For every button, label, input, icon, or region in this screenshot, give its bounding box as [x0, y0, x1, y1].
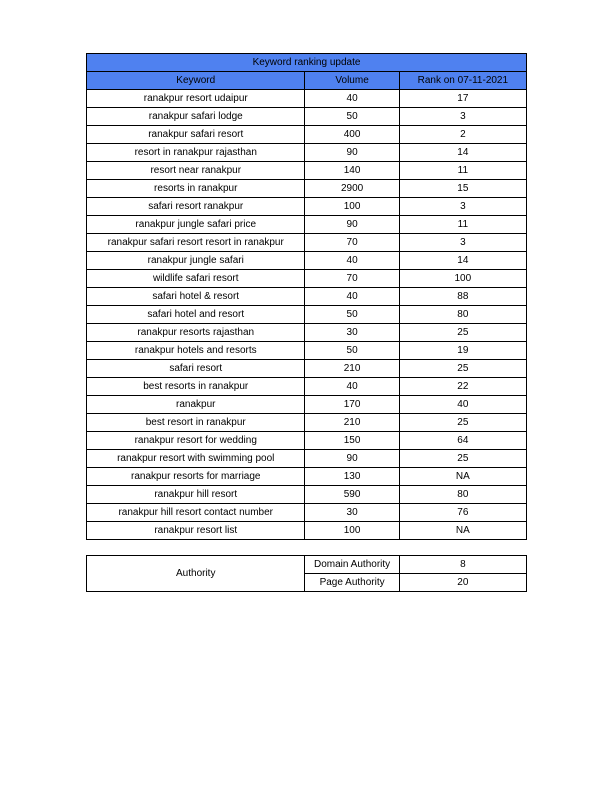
- rank-cell: 25: [399, 360, 526, 378]
- table-row: [87, 432, 527, 450]
- keyword-cell: safari hotel & resort: [87, 288, 305, 306]
- table-row: [87, 342, 527, 360]
- rank-cell: 100: [399, 270, 526, 288]
- volume-cell: 100: [305, 198, 399, 216]
- keyword-cell: ranakpur jungle safari price: [87, 216, 305, 234]
- table-row: [87, 270, 527, 288]
- volume-cell: 50: [305, 108, 399, 126]
- table-row: [87, 216, 527, 234]
- rank-cell: 88: [399, 288, 526, 306]
- table-row: [87, 468, 527, 486]
- rank-cell: 80: [399, 486, 526, 504]
- volume-cell: 140: [305, 162, 399, 180]
- domain-authority-value: 8: [399, 556, 526, 574]
- rank-cell: 80: [399, 306, 526, 324]
- table-row: [87, 198, 527, 216]
- table-row: [87, 504, 527, 522]
- table-row: [87, 288, 527, 306]
- rank-cell: 14: [399, 252, 526, 270]
- rank-cell: NA: [399, 522, 526, 540]
- table-row: [87, 450, 527, 468]
- volume-cell: 50: [305, 306, 399, 324]
- table-row: [87, 324, 527, 342]
- table-row: [87, 360, 527, 378]
- volume-cell: 50: [305, 342, 399, 360]
- page-authority-value: 20: [399, 574, 526, 592]
- keyword-cell: ranakpur resort for wedding: [87, 432, 305, 450]
- volume-cell: 70: [305, 234, 399, 252]
- volume-cell: 400: [305, 126, 399, 144]
- table-title: Keyword ranking update: [87, 54, 527, 72]
- column-header-volume: Volume: [305, 72, 399, 90]
- keyword-cell: safari resort ranakpur: [87, 198, 305, 216]
- keyword-ranking-table: [86, 53, 527, 540]
- keyword-cell: ranakpur resort with swimming pool: [87, 450, 305, 468]
- column-header-keyword: Keyword: [87, 72, 305, 90]
- rank-cell: NA: [399, 468, 526, 486]
- table-row: [87, 486, 527, 504]
- keyword-cell: resort in ranakpur rajasthan: [87, 144, 305, 162]
- rank-cell: 11: [399, 162, 526, 180]
- volume-cell: 2900: [305, 180, 399, 198]
- rank-cell: 11: [399, 216, 526, 234]
- volume-cell: 90: [305, 216, 399, 234]
- table-row: [87, 144, 527, 162]
- rank-cell: 2: [399, 126, 526, 144]
- rank-cell: 17: [399, 90, 526, 108]
- keyword-cell: ranakpur: [87, 396, 305, 414]
- table-row: [87, 522, 527, 540]
- rank-cell: 25: [399, 324, 526, 342]
- keyword-cell: safari hotel and resort: [87, 306, 305, 324]
- keyword-cell: best resort in ranakpur: [87, 414, 305, 432]
- column-header-rank: Rank on 07-11-2021: [399, 72, 526, 90]
- volume-cell: 170: [305, 396, 399, 414]
- rank-cell: 25: [399, 414, 526, 432]
- table-row: [87, 396, 527, 414]
- keyword-cell: ranakpur jungle safari: [87, 252, 305, 270]
- rank-cell: 64: [399, 432, 526, 450]
- table-title-row: [87, 54, 527, 72]
- rank-cell: 15: [399, 180, 526, 198]
- volume-cell: 130: [305, 468, 399, 486]
- table-row: [87, 126, 527, 144]
- volume-cell: 210: [305, 360, 399, 378]
- keyword-cell: ranakpur hill resort: [87, 486, 305, 504]
- page-authority-label: Page Authority: [305, 574, 399, 592]
- rank-cell: 22: [399, 378, 526, 396]
- rank-cell: 3: [399, 108, 526, 126]
- keyword-cell: ranakpur safari resort resort in ranakpur: [87, 234, 305, 252]
- volume-cell: 40: [305, 90, 399, 108]
- volume-cell: 150: [305, 432, 399, 450]
- keyword-cell: resort near ranakpur: [87, 162, 305, 180]
- table-row: [87, 252, 527, 270]
- volume-cell: 100: [305, 522, 399, 540]
- keyword-cell: resorts in ranakpur: [87, 180, 305, 198]
- table-row: [87, 108, 527, 126]
- volume-cell: 40: [305, 378, 399, 396]
- table-row: [87, 180, 527, 198]
- keyword-cell: ranakpur resort udaipur: [87, 90, 305, 108]
- rank-cell: 40: [399, 396, 526, 414]
- volume-cell: 90: [305, 144, 399, 162]
- table-row: [87, 378, 527, 396]
- rank-cell: 19: [399, 342, 526, 360]
- keyword-cell: wildlife safari resort: [87, 270, 305, 288]
- authority-table: [86, 555, 527, 592]
- keyword-cell: ranakpur safari resort: [87, 126, 305, 144]
- table-header-row: [87, 72, 527, 90]
- table-row: [87, 414, 527, 432]
- keyword-cell: ranakpur hill resort contact number: [87, 504, 305, 522]
- keyword-cell: safari resort: [87, 360, 305, 378]
- table-row: [87, 90, 527, 108]
- table-row: [87, 162, 527, 180]
- volume-cell: 30: [305, 324, 399, 342]
- rank-cell: 3: [399, 234, 526, 252]
- volume-cell: 90: [305, 450, 399, 468]
- volume-cell: 210: [305, 414, 399, 432]
- keyword-cell: ranakpur resort list: [87, 522, 305, 540]
- volume-cell: 30: [305, 504, 399, 522]
- volume-cell: 40: [305, 288, 399, 306]
- rank-cell: 3: [399, 198, 526, 216]
- keyword-cell: best resorts in ranakpur: [87, 378, 305, 396]
- volume-cell: 590: [305, 486, 399, 504]
- rank-cell: 25: [399, 450, 526, 468]
- keyword-cell: ranakpur safari lodge: [87, 108, 305, 126]
- table-row: [87, 234, 527, 252]
- domain-authority-label: Domain Authority: [305, 556, 399, 574]
- volume-cell: 70: [305, 270, 399, 288]
- keyword-cell: ranakpur hotels and resorts: [87, 342, 305, 360]
- rank-cell: 76: [399, 504, 526, 522]
- keyword-cell: ranakpur resorts rajasthan: [87, 324, 305, 342]
- volume-cell: 40: [305, 252, 399, 270]
- rank-cell: 14: [399, 144, 526, 162]
- table-row: [87, 306, 527, 324]
- keyword-cell: ranakpur resorts for marriage: [87, 468, 305, 486]
- authority-label: Authority: [87, 556, 305, 592]
- authority-row: [87, 556, 527, 574]
